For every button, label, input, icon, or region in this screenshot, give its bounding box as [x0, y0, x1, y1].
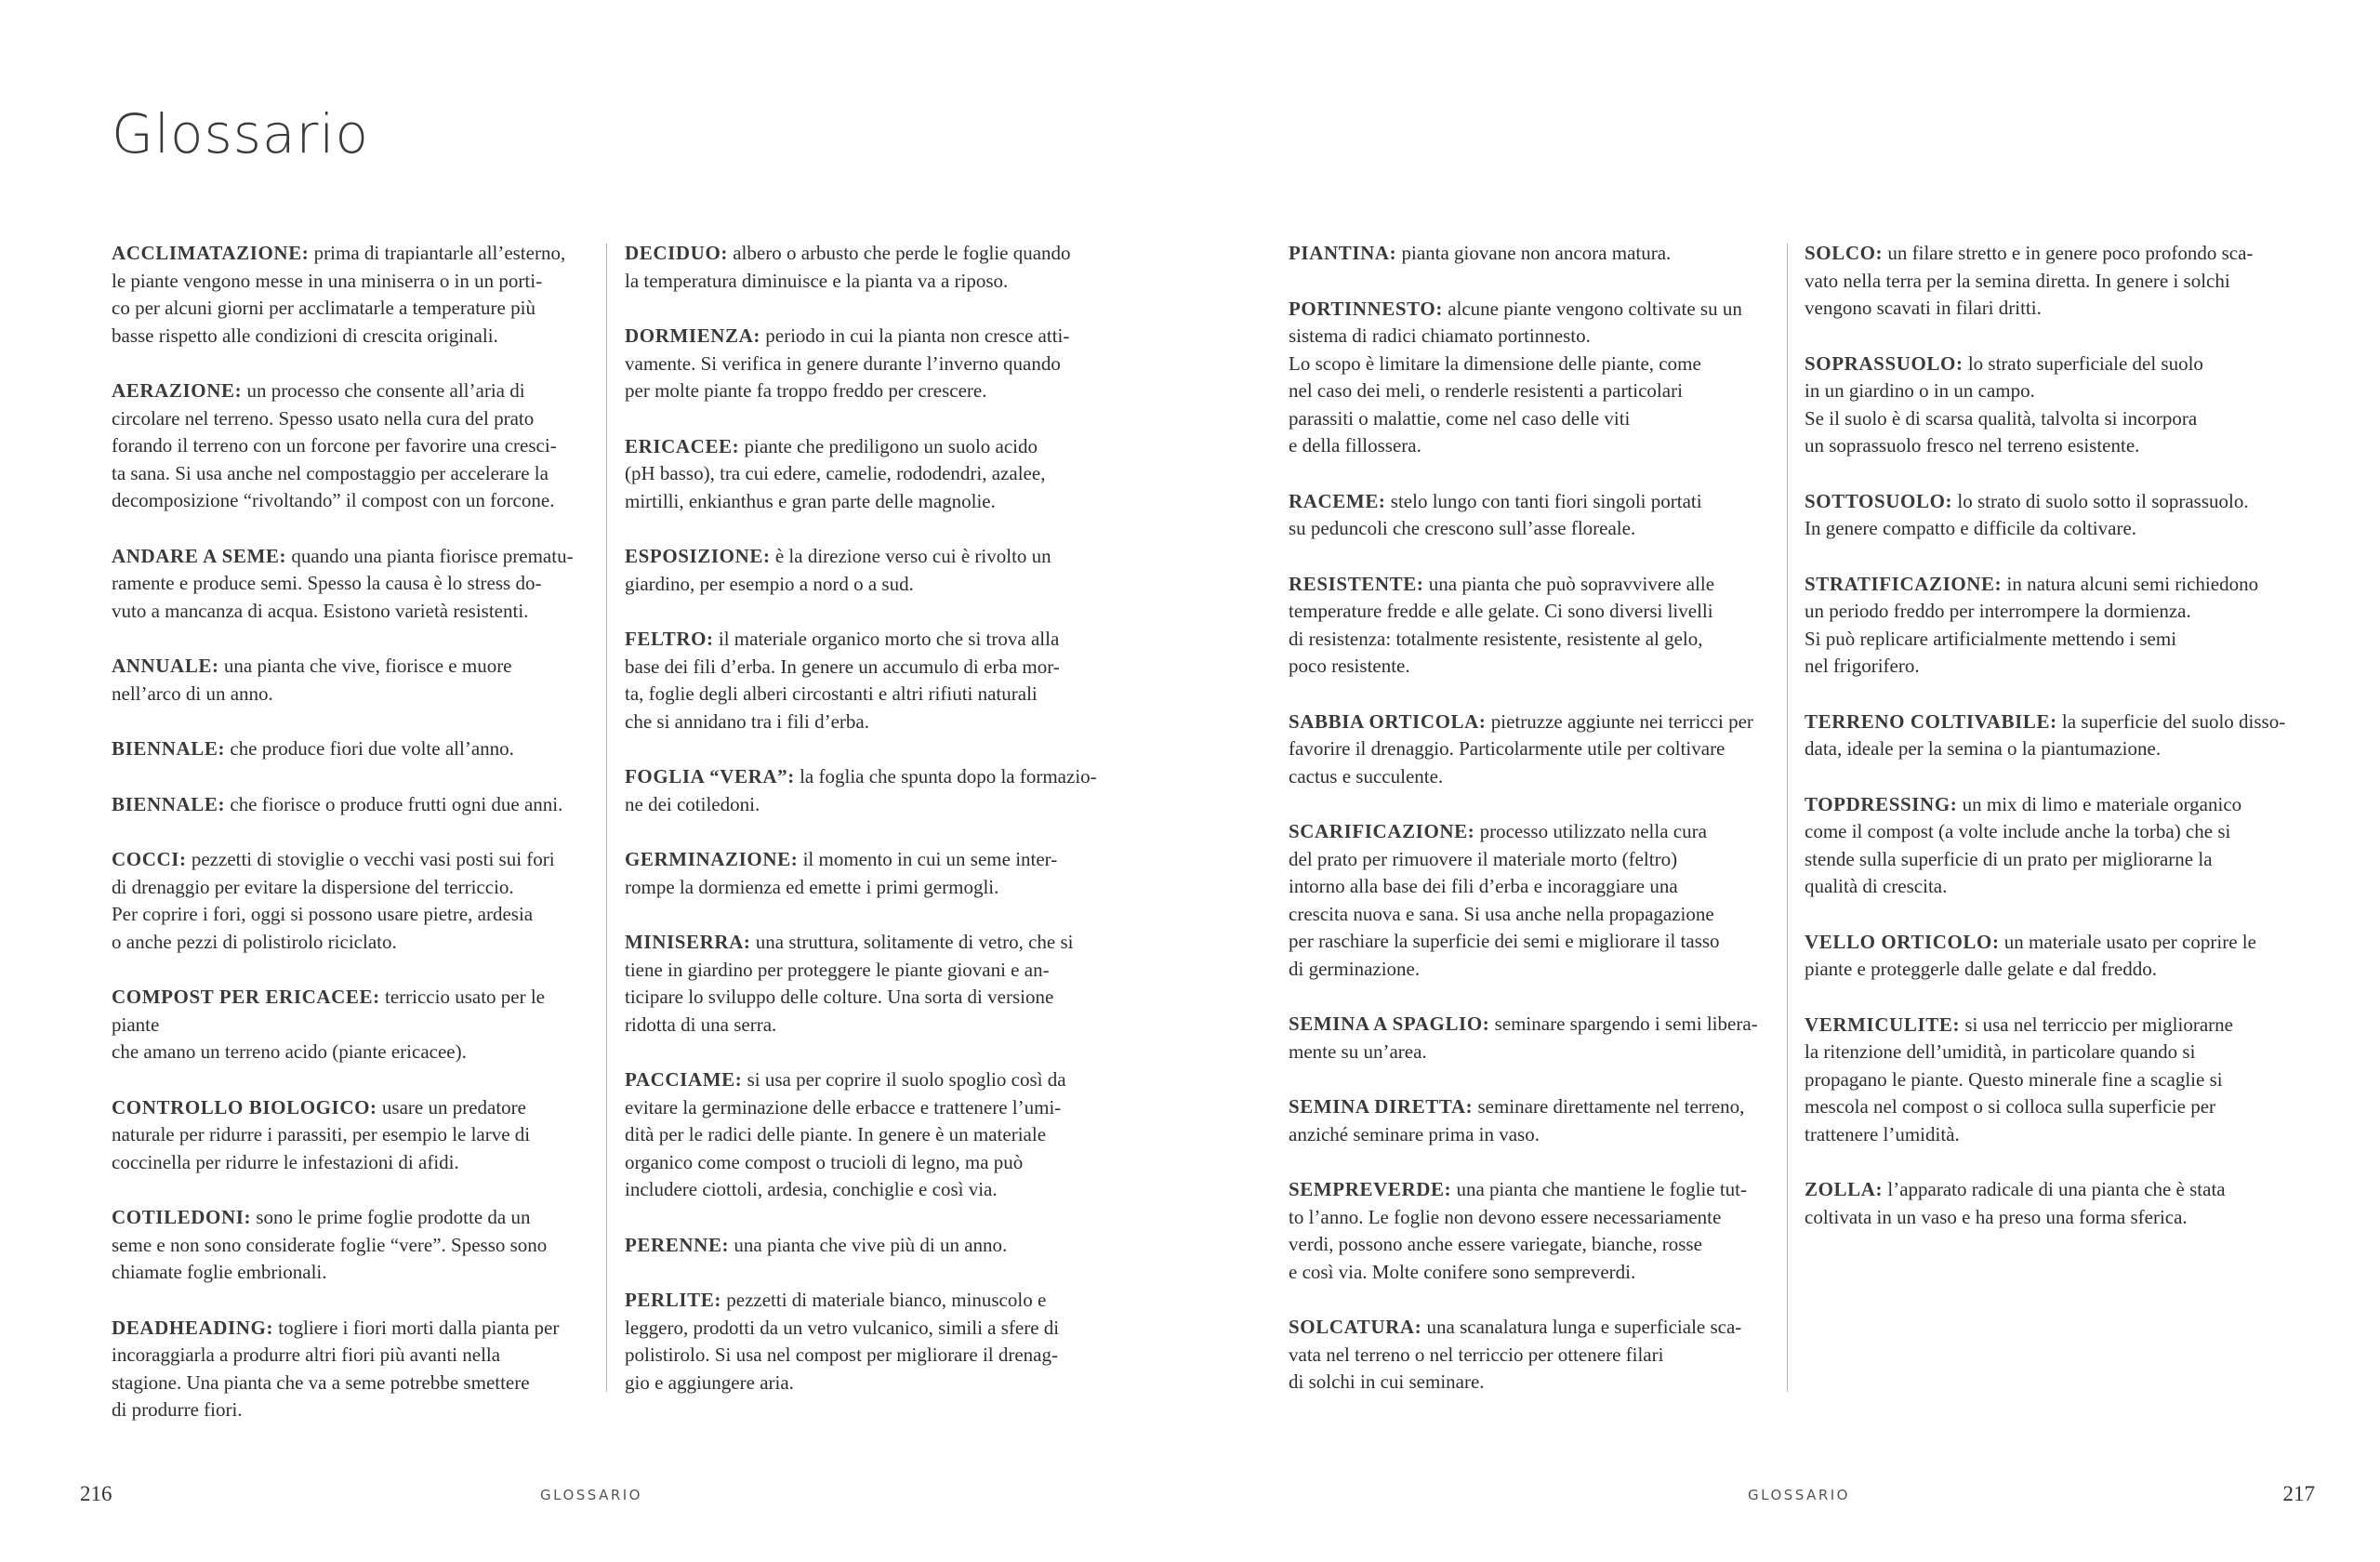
- glossary-term: TERRENO COLTIVABILE:: [1805, 709, 2057, 733]
- glossary-entry: [625, 929, 1108, 1039]
- glossary-entry: [1805, 708, 2288, 763]
- glossary-term: ZOLLA:: [1805, 1178, 1884, 1200]
- glossary-entry: [625, 763, 1108, 818]
- glossary-term: ESPOSIZIONE:: [625, 545, 771, 567]
- glossary-term: RACEME:: [1289, 489, 1386, 512]
- glossary-entry: [112, 1204, 595, 1287]
- glossary-entry: [1805, 929, 2288, 984]
- glossary-entry: [1289, 1093, 1772, 1148]
- glossary-entry: [1805, 1012, 2288, 1149]
- glossary-entry: [625, 1232, 1108, 1260]
- glossary-term: FOGLIA “VERA”:: [625, 765, 795, 788]
- glossary-entry: [1289, 571, 1772, 681]
- glossary-definition: quando una pianta fiorisce prematu- ramente e produce semi. Spesso la causa è lo stress do- vuto a mancanza di acqua. Esistono varietà resistenti.: [112, 544, 574, 622]
- glossary-definition: seminare direttamente nel terreno, anziché seminare prima in vaso.: [1289, 1095, 1745, 1145]
- glossary-term: RESISTENTE:: [1289, 572, 1424, 595]
- glossary-definition: processo utilizzato nella cura del prato per rimuovere il materiale morto (feltro) intorno alla base dei fili d’erba e incoraggiare una crescita nuova e sana. Si usa anche nella propagazione per raschiare la superficie dei semi e migliorare il tasso di germinazione.: [1289, 820, 1720, 980]
- glossary-entry: [625, 1066, 1108, 1204]
- glossary-term: GERMINAZIONE:: [625, 848, 799, 870]
- glossary-term: DORMIENZA:: [625, 324, 760, 347]
- glossary-definition: la foglia che spunta dopo la formazio- ne dei cotiledoni.: [625, 765, 1097, 815]
- glossary-entry: [112, 984, 595, 1066]
- glossary-term: COCCI:: [112, 848, 187, 870]
- glossary-term: PERENNE:: [625, 1233, 730, 1256]
- glossary-definition: sono le prime foglie prodotte da un seme e non sono considerate foglie “vere”. Spesso sono chiamate foglie embrionali.: [112, 1206, 548, 1283]
- glossary-definition: terriccio usato per le piante che amano un terreno acido (piante ericacee).: [112, 986, 545, 1063]
- page-title: Glossario: [112, 102, 369, 165]
- glossary-definition: il momento in cui un seme inter- rompe la dormienza ed emette i primi germogli.: [625, 848, 1058, 898]
- glossary-definition: un mix di limo e materiale organico come il compost (a volte include anche la torba) che si stende sulla superficie di un prato per migliorarne la qualità di crescita.: [1805, 792, 2242, 897]
- glossary-column-1: [112, 240, 595, 1452]
- glossary-entry: [1289, 818, 1772, 983]
- glossary-term: STRATIFICAZIONE:: [1805, 572, 2003, 595]
- glossary-definition: alcune piante vengono coltivate su un sistema di radici chiamato portinnesto. Lo scopo è limitare la dimensione delle piante, come nel caso dei meli, o renderle resistenti a particolari parassiti o malattie, come nel caso delle viti e della fillossera.: [1289, 297, 1742, 457]
- glossary-entry: [1289, 1176, 1772, 1286]
- glossary-definition: il materiale organico morto che si trova alla base dei fili d’erba. In genere un accumulo di erba mor- ta, foglie degli alberi circostanti e altri rifiuti naturali che si annidano tra i fili d’erba.: [625, 628, 1060, 733]
- glossary-term: SOLCATURA:: [1289, 1316, 1422, 1338]
- glossary-term: DECIDUO:: [625, 242, 728, 264]
- running-head-left: GLOSSARIO: [540, 1487, 642, 1503]
- glossary-column-4: [1805, 240, 2288, 1259]
- glossary-definition: l’apparato radicale di una pianta che è stata coltivata in un vaso e ha preso una forma sferica.: [1805, 1178, 2226, 1228]
- glossary-entry: [112, 1315, 595, 1424]
- glossary-entry: [625, 543, 1108, 598]
- glossary-definition: un filare stretto e in genere poco profondo sca- vato nella terra per la semina diretta. In genere i solchi vengono scavati in filari dritti.: [1805, 242, 2254, 319]
- glossary-definition: si usa nel terriccio per migliorarne la ritenzione dell’umidità, in particolare quando si propagano le piante. Questo minerale fine a scaglie si mescola nel compost o si colloca sulla superficie per trattenere l’umidità.: [1805, 1013, 2233, 1145]
- glossary-entry: [625, 626, 1108, 735]
- glossary-definition: un materiale usato per coprire le piante e proteggerle dalle gelate e dal freddo.: [1805, 930, 2256, 980]
- column-divider: [1787, 244, 1788, 1392]
- glossary-term: ACCLIMATAZIONE:: [112, 242, 310, 264]
- glossary-term: BIENNALE:: [112, 792, 226, 815]
- glossary-term: SEMPREVERDE:: [1289, 1178, 1452, 1200]
- glossary-definition: pezzetti di stoviglie o vecchi vasi posti sui fori di drenaggio per evitare la dispersione del terriccio. Per coprire i fori, oggi si possono usare pietre, ardesia o anche pezzi di polistirolo riciclato.: [112, 848, 555, 953]
- glossary-entry: [112, 735, 595, 763]
- glossary-term: COMPOST PER ERICACEE:: [112, 986, 380, 1008]
- glossary-term: DEADHEADING:: [112, 1316, 274, 1339]
- glossary-term: VELLO ORTICOLO:: [1805, 930, 2000, 953]
- glossary-definition: albero o arbusto che perde le foglie quando la temperatura diminuisce e la pianta va a riposo.: [625, 242, 1071, 292]
- glossary-term: CONTROLLO BIOLOGICO:: [112, 1095, 377, 1119]
- glossary-entry: [112, 377, 595, 515]
- glossary-definition: che fiorisce o produce frutti ogni due anni.: [225, 792, 563, 815]
- glossary-definition: la superficie del suolo disso- data, ideale per la semina o la piantumazione.: [1805, 709, 2286, 760]
- glossary-column-2: [625, 240, 1108, 1424]
- glossary-term: FELTRO:: [625, 628, 714, 650]
- glossary-definition: piante che prediligono un suolo acido (pH basso), tra cui edere, camelie, rododendri, azalee, mirtilli, enkianthus e gran parte delle magnolie.: [625, 434, 1046, 512]
- glossary-definition: pianta giovane non ancora matura.: [1396, 242, 1672, 264]
- glossary-entry: [1805, 488, 2288, 543]
- glossary-entry: [112, 543, 595, 626]
- glossary-definition: in natura alcuni semi richiedono un periodo freddo per interrompere la dormienza. Si può replicare artificialmente mettendo i semi nel frigorifero.: [1805, 572, 2259, 677]
- glossary-entry: [112, 653, 595, 708]
- glossary-term: SEMINA DIRETTA:: [1289, 1095, 1474, 1118]
- glossary-term: ANNUALE:: [112, 655, 219, 677]
- glossary-definition: pietruzze aggiunte nei terricci per favorire il drenaggio. Particolarmente utile per coltivare cactus e succulente.: [1289, 709, 1753, 788]
- glossary-column-3: [1289, 240, 1772, 1424]
- glossary-definition: togliere i fiori morti dalla pianta per incoraggiarla a produrre altri fiori più avanti nella stagione. Una pianta che va a seme potrebbe smettere di produrre fiori.: [112, 1316, 560, 1421]
- glossary-entry: [1805, 571, 2288, 681]
- glossary-term: SABBIA ORTICOLA:: [1289, 709, 1487, 733]
- glossary-entry: [112, 791, 595, 819]
- glossary-term: BIENNALE:: [112, 737, 226, 760]
- glossary-definition: lo strato superficiale del suolo in un giardino o in un campo. Se il suolo è di scarsa qualità, talvolta si incorpora un soprassuolo fresco nel terreno esistente.: [1805, 351, 2203, 457]
- glossary-definition: pezzetti di materiale bianco, minuscolo e leggero, prodotti da un vetro vulcanico, simili a sfere di polistirolo. Si usa nel compost per migliorare il drenag- gio e aggiungere aria.: [625, 1289, 1060, 1394]
- glossary-definition: lo strato di suolo sotto il soprassuolo. In genere compatto e difficile da coltivare.: [1805, 489, 2249, 539]
- glossary-term: MINISERRA:: [625, 931, 751, 953]
- page-number-left: 216: [80, 1482, 112, 1505]
- glossary-definition: stelo lungo con tanti fiori singoli portati su peduncoli che crescono sull’asse floreale.: [1289, 489, 1702, 539]
- glossary-entry: [1289, 1011, 1772, 1066]
- glossary-definition: una struttura, solitamente di vetro, che si tiene in giardino per proteggere le piante giovani e an- ticipare lo sviluppo delle colture. Una sorta di versione ridotta di una serra.: [625, 931, 1074, 1036]
- glossary-entry: [625, 240, 1108, 295]
- glossary-term: PIANTINA:: [1289, 242, 1397, 264]
- glossary-entry: [112, 1094, 595, 1177]
- glossary-term: SOTTOSUOLO:: [1805, 489, 1953, 512]
- glossary-term: PORTINNESTO:: [1289, 297, 1443, 320]
- running-head-right: GLOSSARIO: [1748, 1487, 1850, 1503]
- column-divider: [606, 244, 607, 1392]
- glossary-entry: [1805, 351, 2288, 460]
- glossary-term: ANDARE A SEME:: [112, 544, 287, 567]
- glossary-definition: una pianta che mantiene le foglie tut- to l’anno. Le foglie non devono essere necessariamente verdi, possono anche essere variegate, bianche, rosse e così via. Molte conifere sono sempreverdi.: [1289, 1178, 1748, 1283]
- page-number-right: 217: [2282, 1482, 2315, 1505]
- glossary-term: SEMINA A SPAGLIO:: [1289, 1013, 1490, 1035]
- glossary-entry: [112, 240, 595, 350]
- glossary-entry: [625, 846, 1108, 901]
- glossary-term: VERMICULITE:: [1805, 1013, 1961, 1036]
- glossary-definition: un processo che consente all’aria di circolare nel terreno. Spesso usato nella cura del prato forando il terreno con un forcone per favorire una cresci- ta sana. Si usa anche nel compostaggio per accelerare la decomposizione “rivoltando” il compost con un forcone.: [112, 379, 557, 511]
- glossary-definition: una pianta che può sopravvivere alle temperature fredde e alle gelate. Ci sono diversi livelli di resistenza: totalmente resistente, resistente al gelo, poco resistente.: [1289, 572, 1715, 677]
- glossary-entry: [1805, 791, 2288, 901]
- glossary-term: ERICACEE:: [625, 434, 740, 457]
- glossary-definition: usare un predatore naturale per ridurre i parassiti, per esempio le larve di coccinella per ridurre le infestazioni di afidi.: [112, 1095, 531, 1173]
- glossary-entry: [1289, 1314, 1772, 1397]
- glossary-term: SOPRASSUOLO:: [1805, 351, 1964, 375]
- glossary-term: SCARIFICAZIONE:: [1289, 820, 1475, 842]
- glossary-entry: [1805, 240, 2288, 323]
- glossary-entry: [1289, 708, 1772, 791]
- glossary-term: PACCIAME:: [625, 1068, 743, 1091]
- glossary-term: COTILEDONI:: [112, 1206, 252, 1228]
- glossary-entry: [112, 846, 595, 956]
- glossary-term: PERLITE:: [625, 1289, 721, 1311]
- glossary-definition: seminare spargendo i semi libera- mente su un’area.: [1289, 1013, 1758, 1063]
- glossary-definition: che produce fiori due volte all’anno.: [225, 737, 514, 760]
- glossary-definition: si usa per coprire il suolo spoglio così da evitare la germinazione delle erbacce e trattenere l’umi- dità per le radici delle piante. In genere è un materiale organico come compost o trucioli di legno, ma può includere ciottoli, ardesia, conchiglie e così via.: [625, 1068, 1066, 1200]
- glossary-entry: [1289, 488, 1772, 543]
- glossary-term: AERAZIONE:: [112, 379, 243, 402]
- glossary-definition: una pianta che vive, fiorisce e muore nell’arco di un anno.: [112, 655, 512, 705]
- glossary-definition: una pianta che vive più di un anno.: [729, 1233, 1008, 1256]
- glossary-entry: [1805, 1176, 2288, 1231]
- glossary-term: SOLCO:: [1805, 242, 1884, 264]
- glossary-definition: è la direzione verso cui è rivolto un giardino, per esempio a nord o a sud.: [625, 545, 1051, 595]
- glossary-entry: [625, 1287, 1108, 1397]
- glossary-entry: [1289, 296, 1772, 460]
- glossary-term: TOPDRESSING:: [1805, 792, 1958, 815]
- glossary-definition: prima di trapiantarle all’esterno, le piante vengono messe in una miniserra o in un porti- co per alcuni giorni per acclimatarle a temperature più basse rispetto alle condizioni di crescita originali.: [112, 242, 566, 347]
- glossary-entry: [625, 433, 1108, 516]
- glossary-definition: periodo in cui la pianta non cresce atti- vamente. Si verifica in genere durante l’inverno quando per molte piante fa troppo freddo per crescere.: [625, 324, 1070, 402]
- glossary-entry: [1289, 240, 1772, 268]
- glossary-entry: [625, 323, 1108, 405]
- glossary-definition: una scanalatura lunga e superficiale sca- vata nel terreno o nel terriccio per ottenere filari di solchi in cui seminare.: [1289, 1316, 1742, 1393]
